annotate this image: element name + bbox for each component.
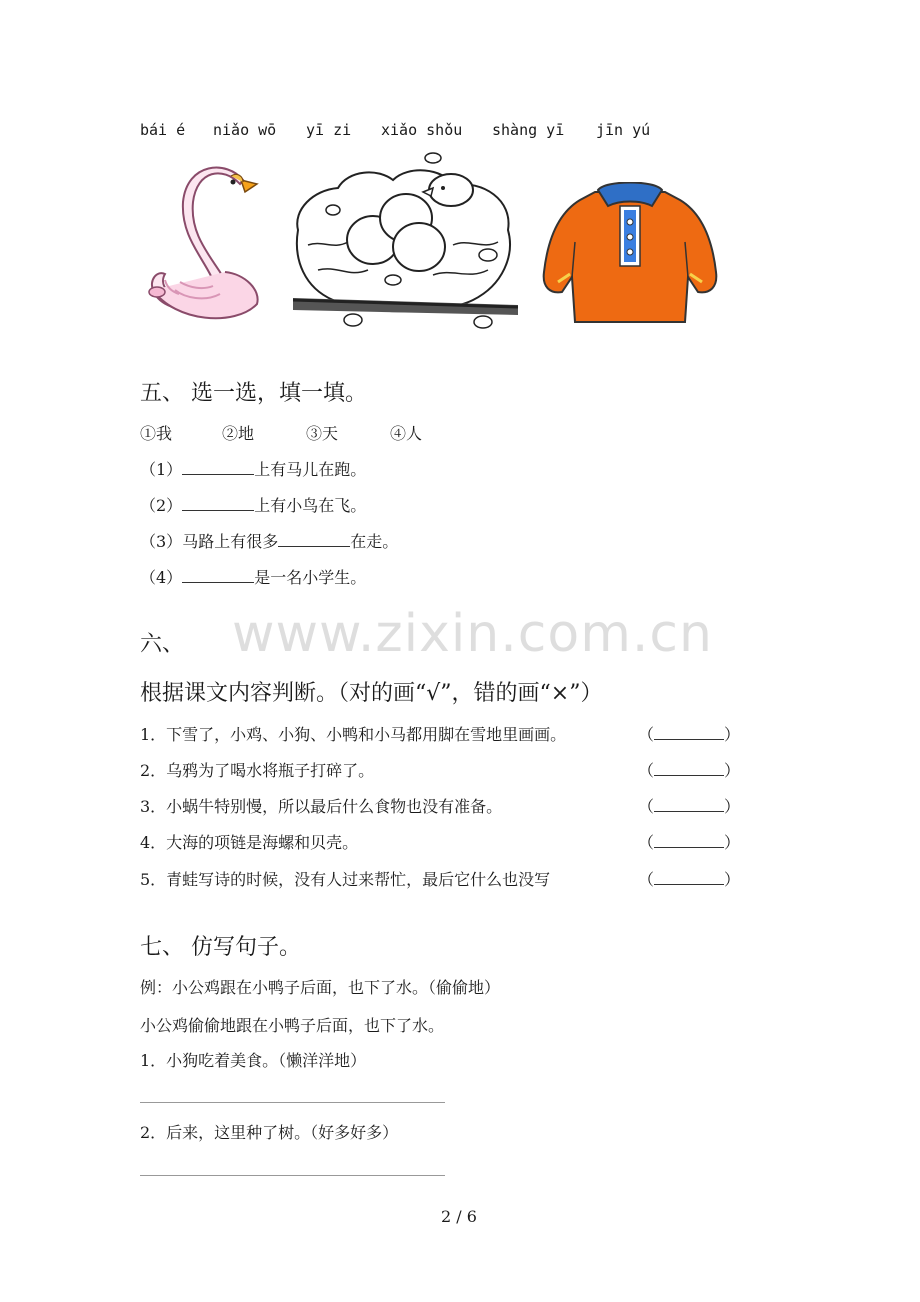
pinyin-0: bái é (140, 121, 186, 139)
example-sentence: 例：小公鸡跟在小鸭子后面，也下了水。（偷偷地） (140, 978, 501, 997)
judge-item-2: 2．乌鸦为了喝水将瓶子打碎了。 (140, 761, 375, 780)
judge-item-1: 1．下雪了，小鸡、小狗、小鸭和小马都用脚在雪地里画画。 (140, 725, 567, 744)
option-2: ③天 (306, 424, 339, 443)
watermark: www.zixin.com.cn (232, 604, 713, 664)
pinyin-2: yī zi (306, 121, 352, 139)
fill-item-text: 在走。 (350, 532, 399, 551)
answer-blank[interactable] (654, 871, 724, 885)
answer-blank[interactable] (654, 726, 724, 740)
paren-close: ） (724, 725, 741, 744)
answer-blank[interactable] (654, 798, 724, 812)
fill-item-text: 是一名小学生。 (254, 568, 367, 587)
page-number: 2 / 6 (441, 1207, 477, 1226)
judge-item-5: 5．青蛙写诗的时候，没有人过来帮忙，最后它什么也没写 (140, 870, 551, 889)
paren-open: （ (638, 761, 655, 780)
bird-nest-illustration (293, 150, 518, 335)
fill-item-text: 上有小鸟在飞。 (254, 496, 367, 515)
swan-illustration (145, 162, 265, 327)
fill-item-text: 上有马儿在跑。 (254, 460, 367, 479)
fill-item-text-before: 马路上有很多 (182, 532, 279, 551)
paren-close: ） (724, 870, 741, 889)
paren-open: （ (638, 725, 655, 744)
pinyin-3: xiǎo shǒu (381, 121, 463, 139)
fill-item-1 (140, 457, 366, 480)
fill-item-4 (140, 565, 366, 588)
judge-answer-4[interactable] (638, 830, 740, 853)
rewrite-question-1: 1．小狗吃着美食。（懒洋洋地） (140, 1051, 367, 1070)
paren-open: （ (638, 833, 655, 852)
answer-blank[interactable] (654, 834, 724, 848)
rewrite-question-2: 2．后来，这里种了树。（好多好多） (140, 1123, 399, 1142)
fill-item-3 (140, 529, 398, 552)
section6-title: 六、 (140, 632, 185, 657)
answer-blank[interactable] (654, 762, 724, 776)
fill-item-2 (140, 493, 366, 516)
fill-item-prefix: （2） (140, 496, 183, 515)
option-3: ④人 (390, 424, 423, 443)
pinyin-4: shàng yī (492, 121, 565, 139)
paren-close: ） (724, 761, 741, 780)
paren-close: ） (724, 833, 741, 852)
example-answer: 小公鸡偷偷地跟在小鸭子后面，也下了水。 (140, 1016, 445, 1035)
judge-answer-5[interactable] (638, 867, 740, 890)
section5-title: 五、 选一选，填一填。 (140, 381, 367, 406)
answer-blank[interactable] (182, 460, 254, 475)
answer-blank[interactable] (182, 568, 254, 583)
fill-item-prefix: （3） (140, 532, 183, 551)
judge-answer-1[interactable] (638, 722, 740, 745)
fill-item-prefix: （4） (140, 568, 183, 587)
judge-item-4: 4．大海的项链是海螺和贝壳。 (140, 833, 359, 852)
paren-open: （ (638, 797, 655, 816)
pinyin-1: niǎo wō (213, 121, 277, 139)
jacket-illustration (540, 182, 720, 327)
option-0: ①我 (140, 424, 173, 443)
section7-title: 七、 仿写句子。 (140, 935, 301, 960)
answer-blank[interactable] (278, 532, 350, 547)
answer-line-1[interactable] (140, 1102, 445, 1103)
option-1: ②地 (222, 424, 255, 443)
judge-answer-2[interactable] (638, 758, 740, 781)
answer-blank[interactable] (182, 496, 254, 511)
fill-item-prefix: （1） (140, 460, 183, 479)
pinyin-5: jīn yú (596, 121, 651, 139)
judge-item-3: 3．小蜗牛特别慢，所以最后什么食物也没有准备。 (140, 797, 503, 816)
paren-close: ） (724, 797, 741, 816)
answer-line-2[interactable] (140, 1175, 445, 1176)
paren-open: （ (638, 870, 655, 889)
judge-answer-3[interactable] (638, 794, 740, 817)
section6-subtitle: 根据课文内容判断。（对的画“√”，错的画“×”） (140, 681, 603, 706)
